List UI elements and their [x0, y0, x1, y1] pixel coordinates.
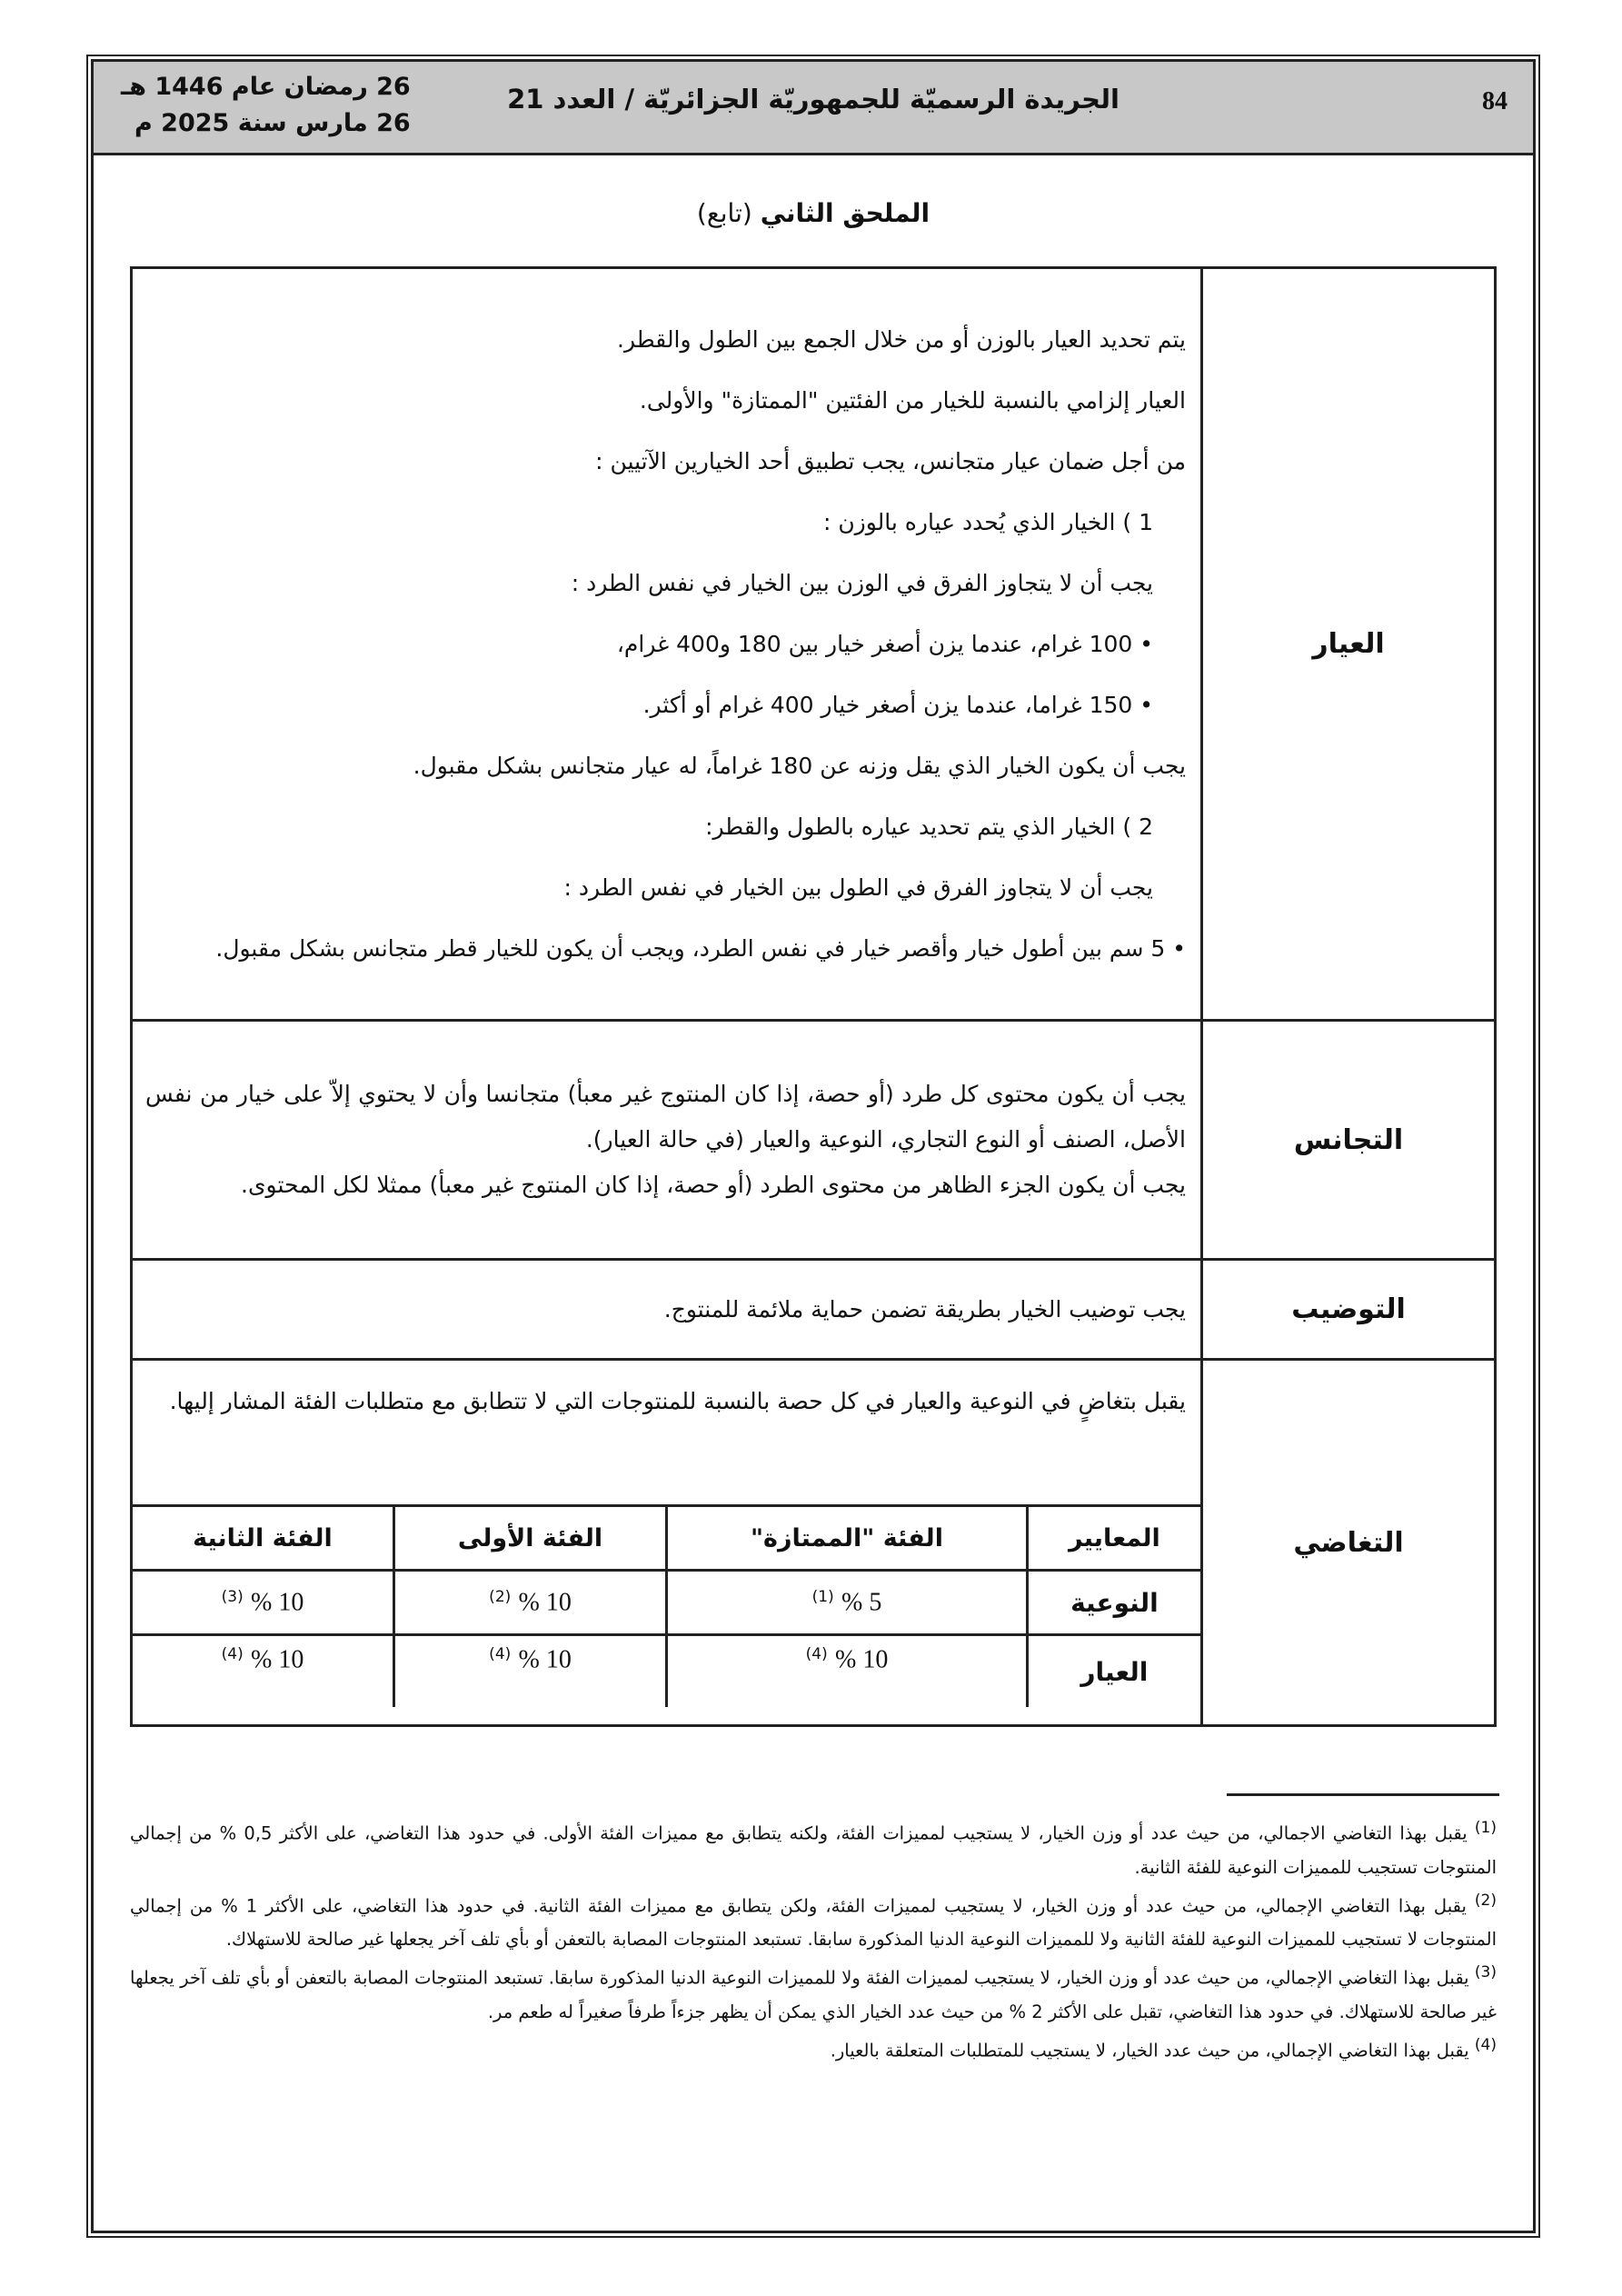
paragraph: من أجل ضمان عيار متجانس، يجب تطبيق أحد الخيارين الآتيين : [595, 448, 1186, 474]
tolerance-cell: 10 % $^{(2)}$ [393, 1571, 666, 1635]
header-class-1: الفئة الأولى [393, 1506, 666, 1571]
row-content [132, 1260, 1202, 1360]
tolerance-cell: 10 % $^{(4)}$ [133, 1635, 393, 1708]
bullet-item: • 5 سم بين أطول خيار وأقصر خيار في نفس الطرد، ويجب أن يكون للخيار قطر متجانس بشكل مقبول. [215, 935, 1186, 962]
footnote: $^{(4)}$ يقبل بهذا التغاضي الإجمالي، من حيث عدد الخيار، لا يستجيب للمتطلبات المتعلقة بالعيار. [830, 2035, 1497, 2061]
row-content [132, 1360, 1202, 1726]
tolerance-cell: 5 % $^{(1)}$ [667, 1571, 1028, 1635]
footnote-separator [1227, 1793, 1499, 1796]
tolerance-cell: 10 % $^{(4)}$ [667, 1635, 1028, 1708]
header-class-2: الفئة الثانية [133, 1506, 393, 1571]
date-hijri: 26 رمضان عام 1446 هـ [121, 73, 411, 101]
paragraph: 2 ) الخيار الذي يتم تحديد عياره بالطول والقطر: [705, 814, 1153, 840]
paragraph: العيار إلزامي بالنسبة للخيار من الفئتين "الممتازة" والأولى. [639, 387, 1186, 414]
paragraph: يتم تحديد العيار بالوزن أو من خلال الجمع بين الطول والقطر. [617, 326, 1186, 353]
specifications-table [130, 266, 1497, 1727]
footnote: $^{(1)}$ يقبل بهذا التغاضي الاجمالي، من حيث عدد أو وزن الخيار، لا يستجيب لمميزات الفئة، ولكنه يتطابق مع مميزات الفئة الأولى. في حدود هذا التغاضي، على الأكثر 0,5 % من إجمالي المنتوجات تستجيب للمميزات النوعية للفئة الثانية. [130, 1819, 1498, 1878]
paragraph: يجب توضيب الخيار بطريقة تضمن حماية ملائمة للمنتوج. [663, 1296, 1186, 1323]
paragraph: يجب أن لا يتجاوز الفرق في الوزن بين الخيار في نفس الطرد : [571, 570, 1153, 596]
paragraph: يجب أن لا يتجاوز الفرق في الطول بين الخيار في نفس الطرد : [563, 874, 1153, 901]
paragraph: يقبل بتغاضٍ في النوعية والعيار في كل حصة بالنسبة للمنتوجات التي لا تتطابق مع متطلبات الفئة المشار إليها. [169, 1388, 1186, 1414]
tolerance-cell: 10 % $^{(4)}$ [393, 1635, 666, 1708]
table-row-packaging [132, 1260, 1496, 1360]
tolerance-cell: 10 % $^{(3)}$ [133, 1571, 393, 1635]
tolerance-table [133, 1504, 1200, 1707]
row-label: التجانس [1202, 1021, 1496, 1260]
paragraph: 1 ) الخيار الذي يُحدد عياره بالوزن : [822, 509, 1153, 535]
footnotes [130, 1812, 1497, 2067]
bullet-item: • 150 غراما، عندما يزن أصغر خيار 400 غرام أو أكثر. [642, 692, 1153, 718]
table-row-homogeneity [132, 1021, 1496, 1260]
row-label: التغاضي [1202, 1360, 1496, 1726]
date-gregorian: 26 مارس سنة 2025 م [134, 109, 411, 137]
header-criteria: المعايير [1027, 1506, 1200, 1571]
paragraph: يجب أن يكون الجزء الظاهر من محتوى الطرد (أو حصة، إذا كان المنتوج غير معبأ) ممثلا لكل المحتوى. [241, 1172, 1186, 1198]
paragraph: يجب أن يكون الخيار الذي يقل وزنه عن 180 غراماً، له عيار متجانس بشكل مقبول. [413, 753, 1186, 779]
page-header [94, 62, 1533, 155]
journal-title: الجريدة الرسميّة للجمهوريّة الجزائريّة / العدد 21 [507, 84, 1119, 115]
page-number: 84 [1482, 87, 1508, 115]
page-frame [91, 59, 1536, 2233]
issue-date [121, 69, 411, 142]
paragraph: يجب أن يكون محتوى كل طرد (أو حصة، إذا كان المنتوج غير معبأ) متجانسا وأن لا يحتوي إلاّ على خيار من نفس الأصل، الصنف أو النوع التجاري، النوعية والعيار (في حالة العيار). [145, 1081, 1186, 1153]
footnote: $^{(2)}$ يقبل بهذا التغاضي الإجمالي، من حيث عدد أو وزن الخيار، لا يستجيب لمميزات الفئة، ولكن يتطابق مع مميزات الفئة الثانية. في حدود هذا التغاضي، على الأكثر 1 % من إجمالي المنتوجات لا تستجيب للمميزات النوعية للفئة الثانية ولا للمميزات النوعية الدنيا المذكورة سابقا. تستبعد المنتوجات المصابة بالتعفن أو بأي تلف آخر يجعلها غير صالحة للاستهلاك. [130, 1891, 1497, 1950]
criterion-label: العيار [1027, 1635, 1200, 1708]
footnote: $^{(3)}$ يقبل بهذا التغاضي الإجمالي، من حيث عدد أو وزن الخيار، لا يستجيب لمميزات الفئة ولا للمميزات النوعية الدنيا المذكورة سابقا. تستبعد المنتوجات المصابة بالتعفن أو بأي تلف آخر يجعلها غير صالحة للاستهلاك. في حدود هذا التغاضي، تقبل على الأكثر 2 % من حيث عدد الخيار الذي يمكن أن يظهر جزءاً طرفاً صغيراً له طعم مر. [130, 1963, 1497, 2022]
tolerance-row-quality [133, 1571, 1200, 1635]
annex-title [94, 198, 1533, 228]
table-row-tolerance [132, 1360, 1496, 1726]
annex-name: الملحق الثاني [760, 198, 930, 228]
row-label: التوضيب [1202, 1260, 1496, 1360]
row-content [132, 268, 1202, 1021]
bullet-item: • 100 غرام، عندما يزن أصغر خيار بين 180 و400 غرام، [616, 631, 1153, 657]
annex-suffix: (تابع) [696, 198, 752, 228]
header-extra: الفئة "الممتازة" [667, 1506, 1028, 1571]
table-row-size [132, 268, 1496, 1021]
tolerance-header-row [133, 1506, 1200, 1571]
row-content [132, 1021, 1202, 1260]
tolerance-row-size [133, 1635, 1200, 1708]
criterion-label: النوعية [1027, 1571, 1200, 1635]
row-label: العيار [1202, 268, 1496, 1021]
